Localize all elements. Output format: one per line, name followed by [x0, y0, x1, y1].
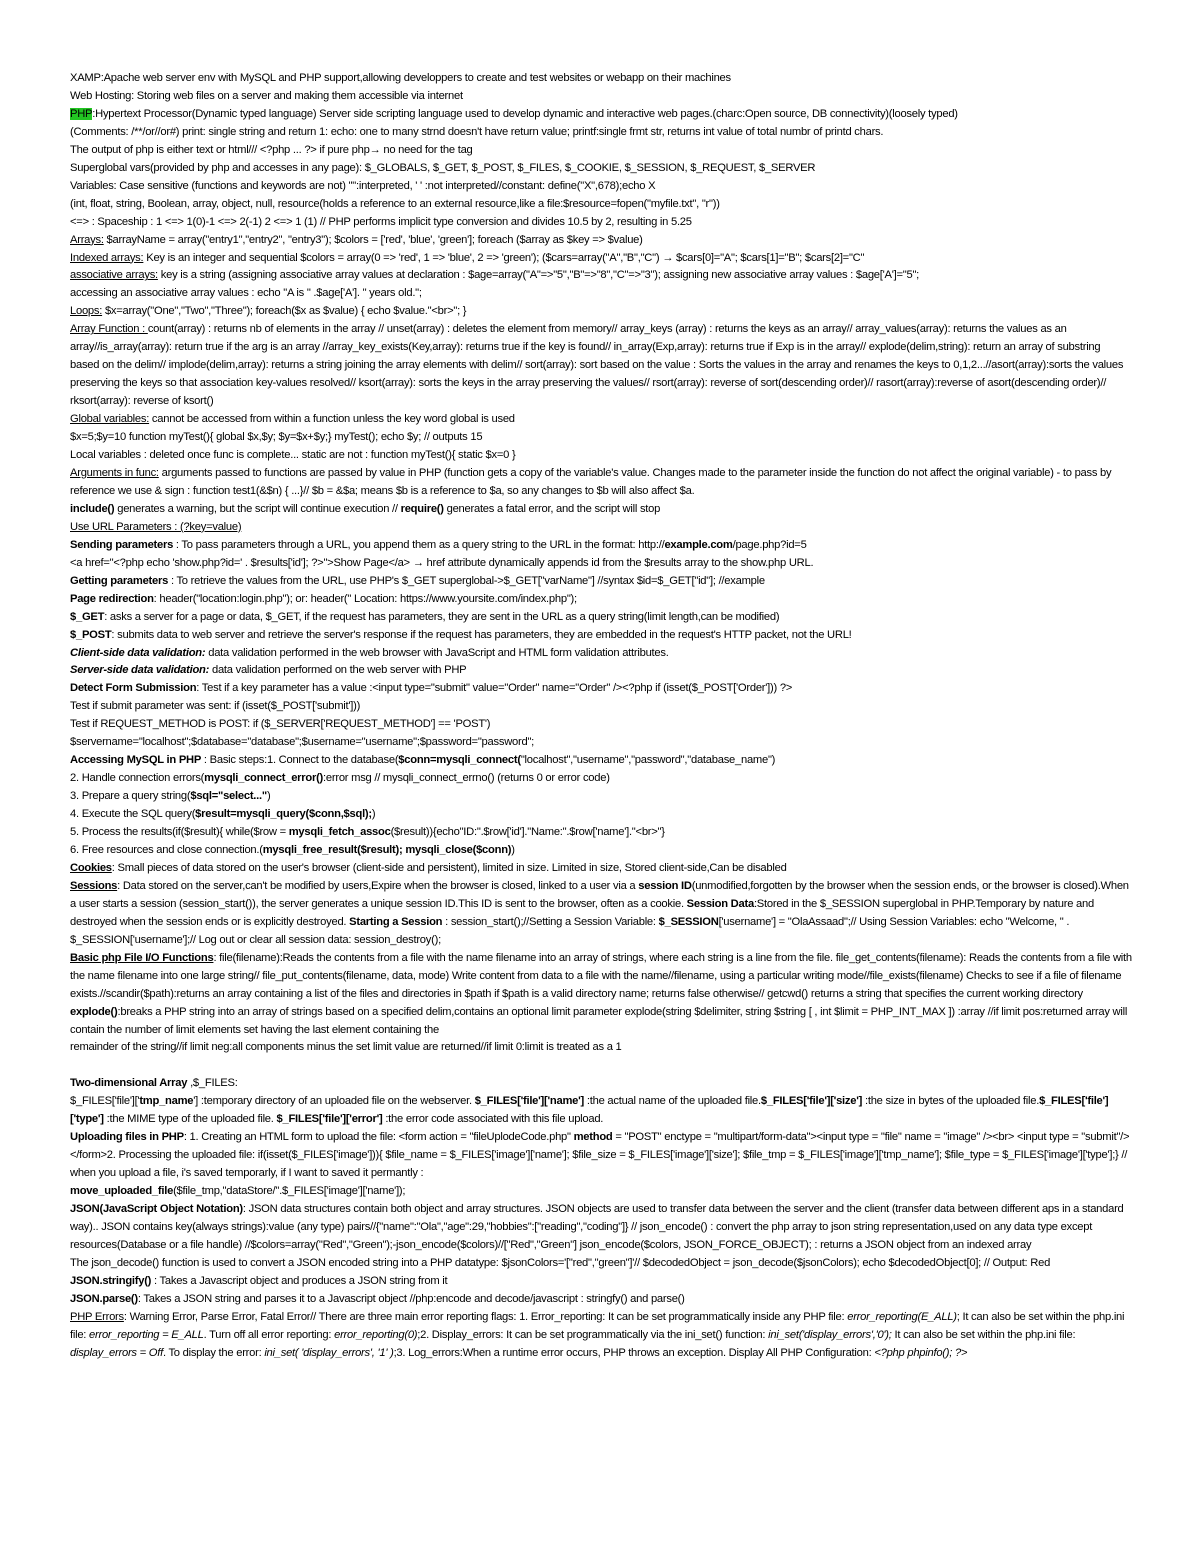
text-segment: ; It can also be set within the php.ini file: — [70, 1310, 1125, 1341]
text-segment: Session Data — [686, 897, 754, 910]
text-segment: : asks a server for a page or data, $_GET, if the request has parameters, they are sent in the URL as a query string(limit length,can be modified) — [104, 610, 780, 623]
text-segment: . Turn off all error reporting: — [203, 1328, 335, 1341]
text-segment: Arguments in func: — [70, 466, 159, 479]
text-segment: (int, float, string, Boolean, array, object, null, resource(holds a reference to an external resource,like a file:$resource=fopen("myfile.txt", "r")) — [70, 197, 720, 210]
text-segment: method — [573, 1131, 613, 1144]
text-line — [70, 70, 1132, 88]
text-segment: Indexed arrays: — [70, 251, 144, 264]
text-line — [70, 698, 1132, 716]
text-segment: Uploading files in PHP — [70, 1131, 184, 1144]
text-line — [70, 196, 1132, 214]
text-segment: : Small pieces of data stored on the user's browser (client-side and persistent), limited in size. Limited in size, Stored client-side,Can be disabled — [111, 861, 787, 874]
text-line — [70, 878, 1132, 950]
text-segment: :the actual name of the uploaded file. — [584, 1095, 761, 1108]
text-segment: display_errors = Off — [70, 1346, 163, 1359]
text-segment: remainder of the string//if limit neg:all components minus the set limit value are returned//if limit 0:limit is treated as a 1 — [70, 1041, 622, 1054]
text-segment: "localhost","username","password","database_name") — [520, 754, 776, 767]
text-segment: explode() — [70, 1005, 118, 1018]
text-segment: $x=array("One","Two","Three"); foreach($x as $value) { echo $value."<br>"; } — [102, 305, 467, 318]
text-segment: $_FILES['file'][' — [70, 1095, 140, 1108]
text-segment: ($file_tmp,"dataStore/".$_FILES['image']['name']); — [173, 1185, 406, 1198]
text-line — [70, 716, 1132, 734]
text-segment: Page redirection — [70, 592, 154, 605]
text-segment: mysqli_free_result($result); mysqli_close($conn) — [262, 843, 512, 856]
text-segment: <=> : Spaceship : 1 <=> 1(0)-1 <=> 2(-1) 2 <=> 1 (1) // PHP performs implicit type conversion and divides 10.5 by 2, resulting in 5.25 — [70, 215, 692, 228]
text-segment: ($result)){echo"ID:".$row['id']."Name:".$row['name']."<br>"} — [390, 826, 665, 839]
text-segment: generates a fatal error, and the script will stop — [443, 502, 661, 515]
text-line — [70, 178, 1132, 196]
text-segment: Cookies — [70, 861, 112, 874]
text-line — [70, 788, 1132, 806]
text-line — [70, 519, 1132, 537]
text-segment: mysqli_connect_error() — [204, 772, 324, 785]
text-segment: ) — [511, 843, 515, 856]
text-segment: 4. Execute the SQL query( — [70, 808, 196, 821]
text-line — [70, 267, 1132, 285]
text-segment: ini_set('display_errors','0'); — [768, 1328, 892, 1341]
text-segment: Key is an integer and sequential $colors = array(0 => 'red', 1 => 'blue', 2 => 'green'); ($cars=array("A","B","C") → $cars[0]="A"; $cars[1]="B"; $cars[2]="C" — [143, 251, 865, 264]
text-segment: :Hypertext Processor(Dynamic typed language) Server side scripting language used to develop dynamic and interactive web pages.(charc:Open source, DB connectivity)(loosely typed) — [92, 107, 958, 120]
text-line — [70, 429, 1132, 447]
blank-line — [70, 1057, 1132, 1075]
text-segment: $_FILES['file']['type'] — [70, 1095, 1109, 1126]
text-segment: arguments passed to functions are passed by value in PHP (function gets a copy of the variable's value. Changes made to the parameter inside the function do not affect the original variable) - to pass by reference we use & sign : function test1(&$n) { ...}// $b = &$a; means $b is a reference to $a, so any changes to $b will also affect $a. — [70, 466, 1112, 497]
text-line — [70, 303, 1132, 321]
text-segment: : submits data to web server and retrieve the server's response if the request has parameters, they are embedded in the request's HTTP packet, not the URL! — [111, 628, 852, 641]
text-segment: accessing an associative array values : echo "A is " .$age['A']. " years old."; — [70, 287, 422, 300]
text-segment: Global variables: — [70, 413, 150, 426]
text-segment: $_FILES['file']['size'] — [760, 1095, 863, 1108]
text-segment: error_reporting(0) — [334, 1328, 418, 1341]
text-segment: ;2. Display_errors: It can be set programmatically via the ini_set() function: — [417, 1328, 769, 1341]
text-segment: Superglobal vars(provided by php and accesses in any page): $_GLOBALS, $_GET, $_POST, $_FILES, $_COOKIE, $_SESSION, $_REQUEST, $_SERVER — [70, 161, 816, 174]
text-segment: data validation performed in the web browser with JavaScript and HTML form validation attributes. — [205, 646, 669, 659]
text-segment: $sql="select..." — [190, 790, 267, 803]
text-segment: associative arrays: — [70, 269, 158, 282]
text-segment: : To pass parameters through a URL, you append them as a query string to the URL in the format: http:// — [173, 538, 665, 551]
text-segment: :the size in bytes of the uploaded file. — [862, 1095, 1040, 1108]
text-segment: : Takes a JSON string and parses it to a Javascript object //php:encode and decode/javascript : stringfy() and parse() — [137, 1292, 685, 1305]
text-segment: $conn=mysqli_connect( — [398, 754, 521, 767]
text-segment: ['username'] = "OlaAssaad";// Using Session Variables: echo "Welcome, " . $_SESSION['username'];// Log out or clear all session data: session_destroy(); — [70, 915, 1070, 946]
text-segment: $_POST — [70, 628, 112, 641]
text-segment: = "POST" enctype = "multipart/form-data"><input type = "file" name = "image" /><br> <input type = "submit"/></form>2. Processing the uploaded file: if(isset($_FILES['image'])){ $file_name = $_FILES['image']['name']; $file_size = $_FILES['image']['size']; $file_tmp = $_FILES['image']['tmp_name']; $file_type = $_FILES['image']['type'];} // when you upload a file, i's saved temporarly, if I want to saved it permantly : — [70, 1131, 1130, 1180]
text-segment: mysqli_fetch_assoc — [288, 826, 391, 839]
text-line — [70, 124, 1132, 142]
text-line — [70, 285, 1132, 303]
text-line — [70, 1129, 1132, 1183]
text-line — [70, 411, 1132, 429]
text-segment: ini_set( 'display_errors', '1' ) — [264, 1346, 394, 1359]
text-segment: ;3. Log_errors:When a runtime error occurs, PHP throws an exception. Display All PHP Configuration: — [393, 1346, 875, 1359]
text-segment: count(array) : returns nb of elements in the array // unset(array) : deletes the element from memory// array_keys (array) : returns the keys as an array// array_values(array): returns the values as an array//is_array(array): return true if the arg is an array //array_key_exists(Key,array): returns true if the key is found// in_array(Exp,array): returns true if Exp is in the array// explode(delim,string): return an array of substring based on the delim// implode(delim,array): returns a string joining the array elements with delim// sort(array): sort based on the value : Sorts the values in the array and renames the keys to 0,1,2...//asort(array):sorts the values preserving the keys so that association key-values resolved// ksort(array): sorts the keys in the array preserving the values// rsort(array): reverse of sort(descending order)// rasort(array):reverse of asort(descending order)// rksort(array): reverse of ksort() — [70, 323, 1124, 408]
text-segment: :error msg // mysqli_connect_errno() (returns 0 or error code) — [323, 772, 610, 785]
text-line — [70, 1291, 1132, 1309]
text-segment: $_FILES['file']['name'] — [474, 1095, 585, 1108]
text-segment: <?php phpinfo(); ?> — [874, 1346, 968, 1359]
text-segment: (Comments: /**/or//or#) print: single string and return 1: echo: one to many strnd doesn't have return value; printf:single frmt str, returns int value of total numbr of printd chars. — [70, 125, 884, 138]
text-segment: $_GET — [70, 610, 105, 623]
text-segment: : 1. Creating an HTML form to upload the file: <form action = "fileUplodeCode.php" — [183, 1131, 574, 1144]
text-line — [70, 609, 1132, 627]
text-segment: Variables: Case sensitive (functions and keywords are not) "":interpreted, ' ' :not interpreted//constant: define("X",678);echo X — [70, 179, 656, 192]
text-segment: 3. Prepare a query string( — [70, 790, 191, 803]
text-segment: 6. Free resources and close connection.( — [70, 843, 263, 856]
text-segment: Detect Form Submission — [70, 682, 197, 695]
text-segment: It can also be set within the php.ini file: — [891, 1328, 1076, 1341]
text-segment: The output of php is either text or html/// <?php ... ?> if pure php→ no need for the tag — [70, 143, 473, 156]
text-segment: Two-dimensional Array — [70, 1077, 188, 1090]
text-segment: :Stored in the $_SESSION superglobal in PHP.Temporary by nature and destroyed when the session ends or is explicitly destroyed. — [70, 897, 1094, 928]
text-segment: error_reporting = E_ALL — [89, 1328, 204, 1341]
text-line — [70, 645, 1132, 663]
text-line — [70, 447, 1132, 465]
text-segment: Server-side data validation: — [70, 664, 210, 677]
text-line — [70, 860, 1132, 878]
text-line — [70, 680, 1132, 698]
text-segment: data validation performed on the web server with PHP — [209, 664, 467, 677]
text-line — [70, 573, 1132, 591]
text-segment: example.com — [664, 538, 733, 551]
text-segment: key is a string (assigning associative array values at declaration : $age=array("A"=>"5","B"=>"8","C"=>"3"); assigning new associative array values : $age['A']="5"; — [157, 269, 920, 282]
text-segment: Accessing MySQL in PHP — [70, 754, 202, 767]
text-segment: PHP Errors — [70, 1310, 124, 1323]
text-segment: tmp_name — [139, 1095, 194, 1108]
text-segment: :the error code associated with this file upload. — [382, 1113, 604, 1126]
text-segment: Use URL Parameters : (?key=value) — [70, 520, 242, 533]
text-line — [70, 950, 1132, 1004]
highlighted-term: PHP — [70, 107, 93, 120]
text-segment: Web Hosting: Storing web files on a server and making them accessible via internet — [70, 89, 463, 102]
text-segment: Starting a Session — [349, 915, 443, 928]
text-line — [70, 591, 1132, 609]
text-line — [70, 1039, 1132, 1057]
text-line — [70, 160, 1132, 178]
text-line — [70, 1309, 1132, 1363]
text-segment: ,$_FILES: — [187, 1077, 238, 1090]
text-line — [70, 806, 1132, 824]
text-line — [70, 734, 1132, 752]
text-segment: Client-side data validation: — [70, 646, 206, 659]
text-segment: JSON.stringify() — [70, 1274, 152, 1287]
text-segment: JSON.parse() — [70, 1292, 138, 1305]
text-line — [70, 106, 1132, 124]
text-segment: : session_start();//Setting a Session Variable: — [442, 915, 659, 928]
text-segment: '] :temporary directory of an uploaded file on the webserver. — [193, 1095, 475, 1108]
text-line — [70, 232, 1132, 250]
text-line — [70, 1255, 1132, 1273]
text-line — [70, 88, 1132, 106]
text-segment: cannot be accessed from within a function unless the key word global is used — [149, 413, 515, 426]
text-line — [70, 537, 1132, 555]
text-line — [70, 1093, 1132, 1129]
text-segment: . To display the error: — [162, 1346, 265, 1359]
text-line — [70, 142, 1132, 160]
text-segment: ) — [266, 790, 271, 803]
text-segment: ) — [371, 808, 376, 821]
text-segment: : JSON data structures contain both object and array structures. JSON objects are used to transfer data between the server and the client (transfer data between different aps in a standard way).. JSON contains key(always strings):value (any type) pairs//{"name":"Ola","age":29,"hobbies":["reading","coding"]} // json_encode() : convert the php array to json string representation,used on any data type except resources(Database or a file handle) //$colors=array("Red","Green");-json_encode($colors)//["Red","Green"] json_encode($colors, JSON_FORCE_OBJECT); : returns a JSON object from an indexed array — [70, 1203, 1124, 1251]
text-segment: XAMP:Apache web server env with MySQL and PHP support,allowing developpers to create and test websites or webapp on their machines — [70, 72, 731, 84]
text-segment: Arrays: — [70, 233, 104, 246]
text-segment: The json_decode() function is used to convert a JSON encoded string into a PHP datatype: $jsonColors='["red","green"]'// $decodedObject = json_decode($jsonColors); echo $decodedObject[0]; // Output: Red — [70, 1256, 1051, 1269]
text-segment: session ID — [638, 879, 692, 892]
text-line — [70, 752, 1132, 770]
text-line — [70, 1183, 1132, 1201]
text-segment: include() — [70, 502, 115, 515]
text-line — [70, 1273, 1132, 1291]
text-segment: : Takes a Javascript object and produces a JSON string from it — [151, 1274, 448, 1287]
text-segment: $arrayName = array("entry1","entry2", "entry3"); $colors = ['red', 'blue', 'green']; foreach ($array as $key => $value) — [103, 233, 643, 246]
text-segment: $servername="localhost";$database="database";$username="username";$password="password"; — [70, 736, 535, 749]
text-segment: /page.php?id=5 — [732, 538, 807, 551]
text-line — [70, 1075, 1132, 1093]
text-line — [70, 555, 1132, 573]
text-segment: (unmodified,forgotten by the browser when the session ends, or the browser is closed).When a user starts a session (session_start()), the server generates a unique session ID.This ID is sent to the browser, often as a cookie. — [70, 879, 1129, 910]
text-segment: $x=5;$y=10 function myTest(){ global $x,$y; $y=$x+$y;} myTest(); echo $y; // outputs 15 — [70, 431, 483, 444]
text-segment: $_SESSION — [658, 915, 719, 928]
text-segment: : file(filename):Reads the contents from a file with the name filename into an array of strings, where each string is a line from the file. file_get_contents(filename): Reads the contents from a file with the name filename into one large string// file_put_contents(filename, data, mode) Write content from data to a file with the name//filename, using a particular writing mode//file_exists(filename) Checks to see if a file of filename exists.//scandir($path):returns an array containing a list of the files and directories in $path if $path is a valid directory name; returns false otherwise// getcwd() returns a string that specifies the current working directory — [70, 951, 1132, 1000]
text-segment: move_uploaded_file — [70, 1185, 174, 1198]
text-line — [70, 214, 1132, 232]
text-segment: : Basic steps:1. Connect to the database( — [201, 754, 399, 767]
text-segment: 2. Handle connection errors( — [70, 772, 205, 785]
text-line — [70, 501, 1132, 519]
text-segment: :the MIME type of the uploaded file. — [103, 1113, 277, 1126]
text-segment: $result=mysqli_query($conn,$sql); — [195, 808, 372, 821]
text-segment: : Test if a key parameter has a value :<input type="submit" value="Order" name="Order" /><?php if (isset($_POST['Order'])) ?> — [196, 682, 793, 695]
text-segment: Getting parameters — [70, 574, 169, 587]
text-segment: Loops: — [70, 305, 103, 318]
text-segment: 5. Process the results(if($result){ while($row = — [70, 826, 289, 839]
text-segment: Basic php File I/O Functions — [70, 951, 214, 964]
text-line — [70, 465, 1132, 501]
text-segment: :breaks a PHP string into an array of strings based on a specified delim,contains an optional limit parameter explode(string $delimiter, string $string [ , int $limit = PHP_INT_MAX ]) :array //if limit pos:returned array will contain the number of limit elements set having the last element containing the — [70, 1005, 1128, 1036]
text-segment: Array Function : — [70, 323, 148, 336]
text-line — [70, 842, 1132, 860]
text-segment: : Data stored on the server,can't be modified by users,Expire when the browser is closed, linked to a user via a — [117, 879, 639, 892]
text-line — [70, 250, 1132, 268]
text-line — [70, 627, 1132, 645]
text-segment: error_reporting(E_ALL) — [847, 1310, 957, 1323]
text-line — [70, 1004, 1132, 1040]
text-segment: Sessions — [70, 879, 118, 892]
text-segment: require() — [400, 502, 444, 515]
notes-document — [70, 70, 1132, 1363]
text-segment: generates a warning, but the script will continue execution // — [114, 502, 401, 515]
text-segment: <a href="<?php echo 'show.php?id=' . $results['id']; ?>">Show Page</a> → href attribute dynamically appends id from the $results array to the show.php URL. — [70, 556, 814, 569]
text-segment: JSON(JavaScript Object Notation) — [70, 1203, 243, 1216]
text-line — [70, 321, 1132, 411]
text-segment: Local variables : deleted once func is complete... static are not : function myTest(){ static $x=0 } — [70, 449, 516, 462]
text-line — [70, 662, 1132, 680]
text-segment: : To retrieve the values from the URL, use PHP's $_GET superglobal->$_GET["varName"] //syntax $id=$_GET["id"]; //example — [168, 574, 765, 587]
text-line — [70, 770, 1132, 788]
text-segment: : Warning Error, Parse Error, Fatal Error// There are three main error reporting flags: 1. Error_reporting: It can be set programmatically inside any PHP file: — [123, 1310, 848, 1323]
text-segment: $_FILES['file']['error'] — [276, 1113, 383, 1126]
text-segment: Test if submit parameter was sent: if (isset($_POST['submit'])) — [70, 700, 361, 713]
text-segment: Sending parameters — [70, 538, 174, 551]
text-line — [70, 824, 1132, 842]
text-line — [70, 1201, 1132, 1255]
text-segment: : header("location:login.php"); or: header(" Location: https://www.yoursite.com/index.php"); — [153, 592, 577, 605]
text-segment: Test if REQUEST_METHOD is POST: if ($_SERVER['REQUEST_METHOD'] == 'POST') — [70, 718, 491, 731]
